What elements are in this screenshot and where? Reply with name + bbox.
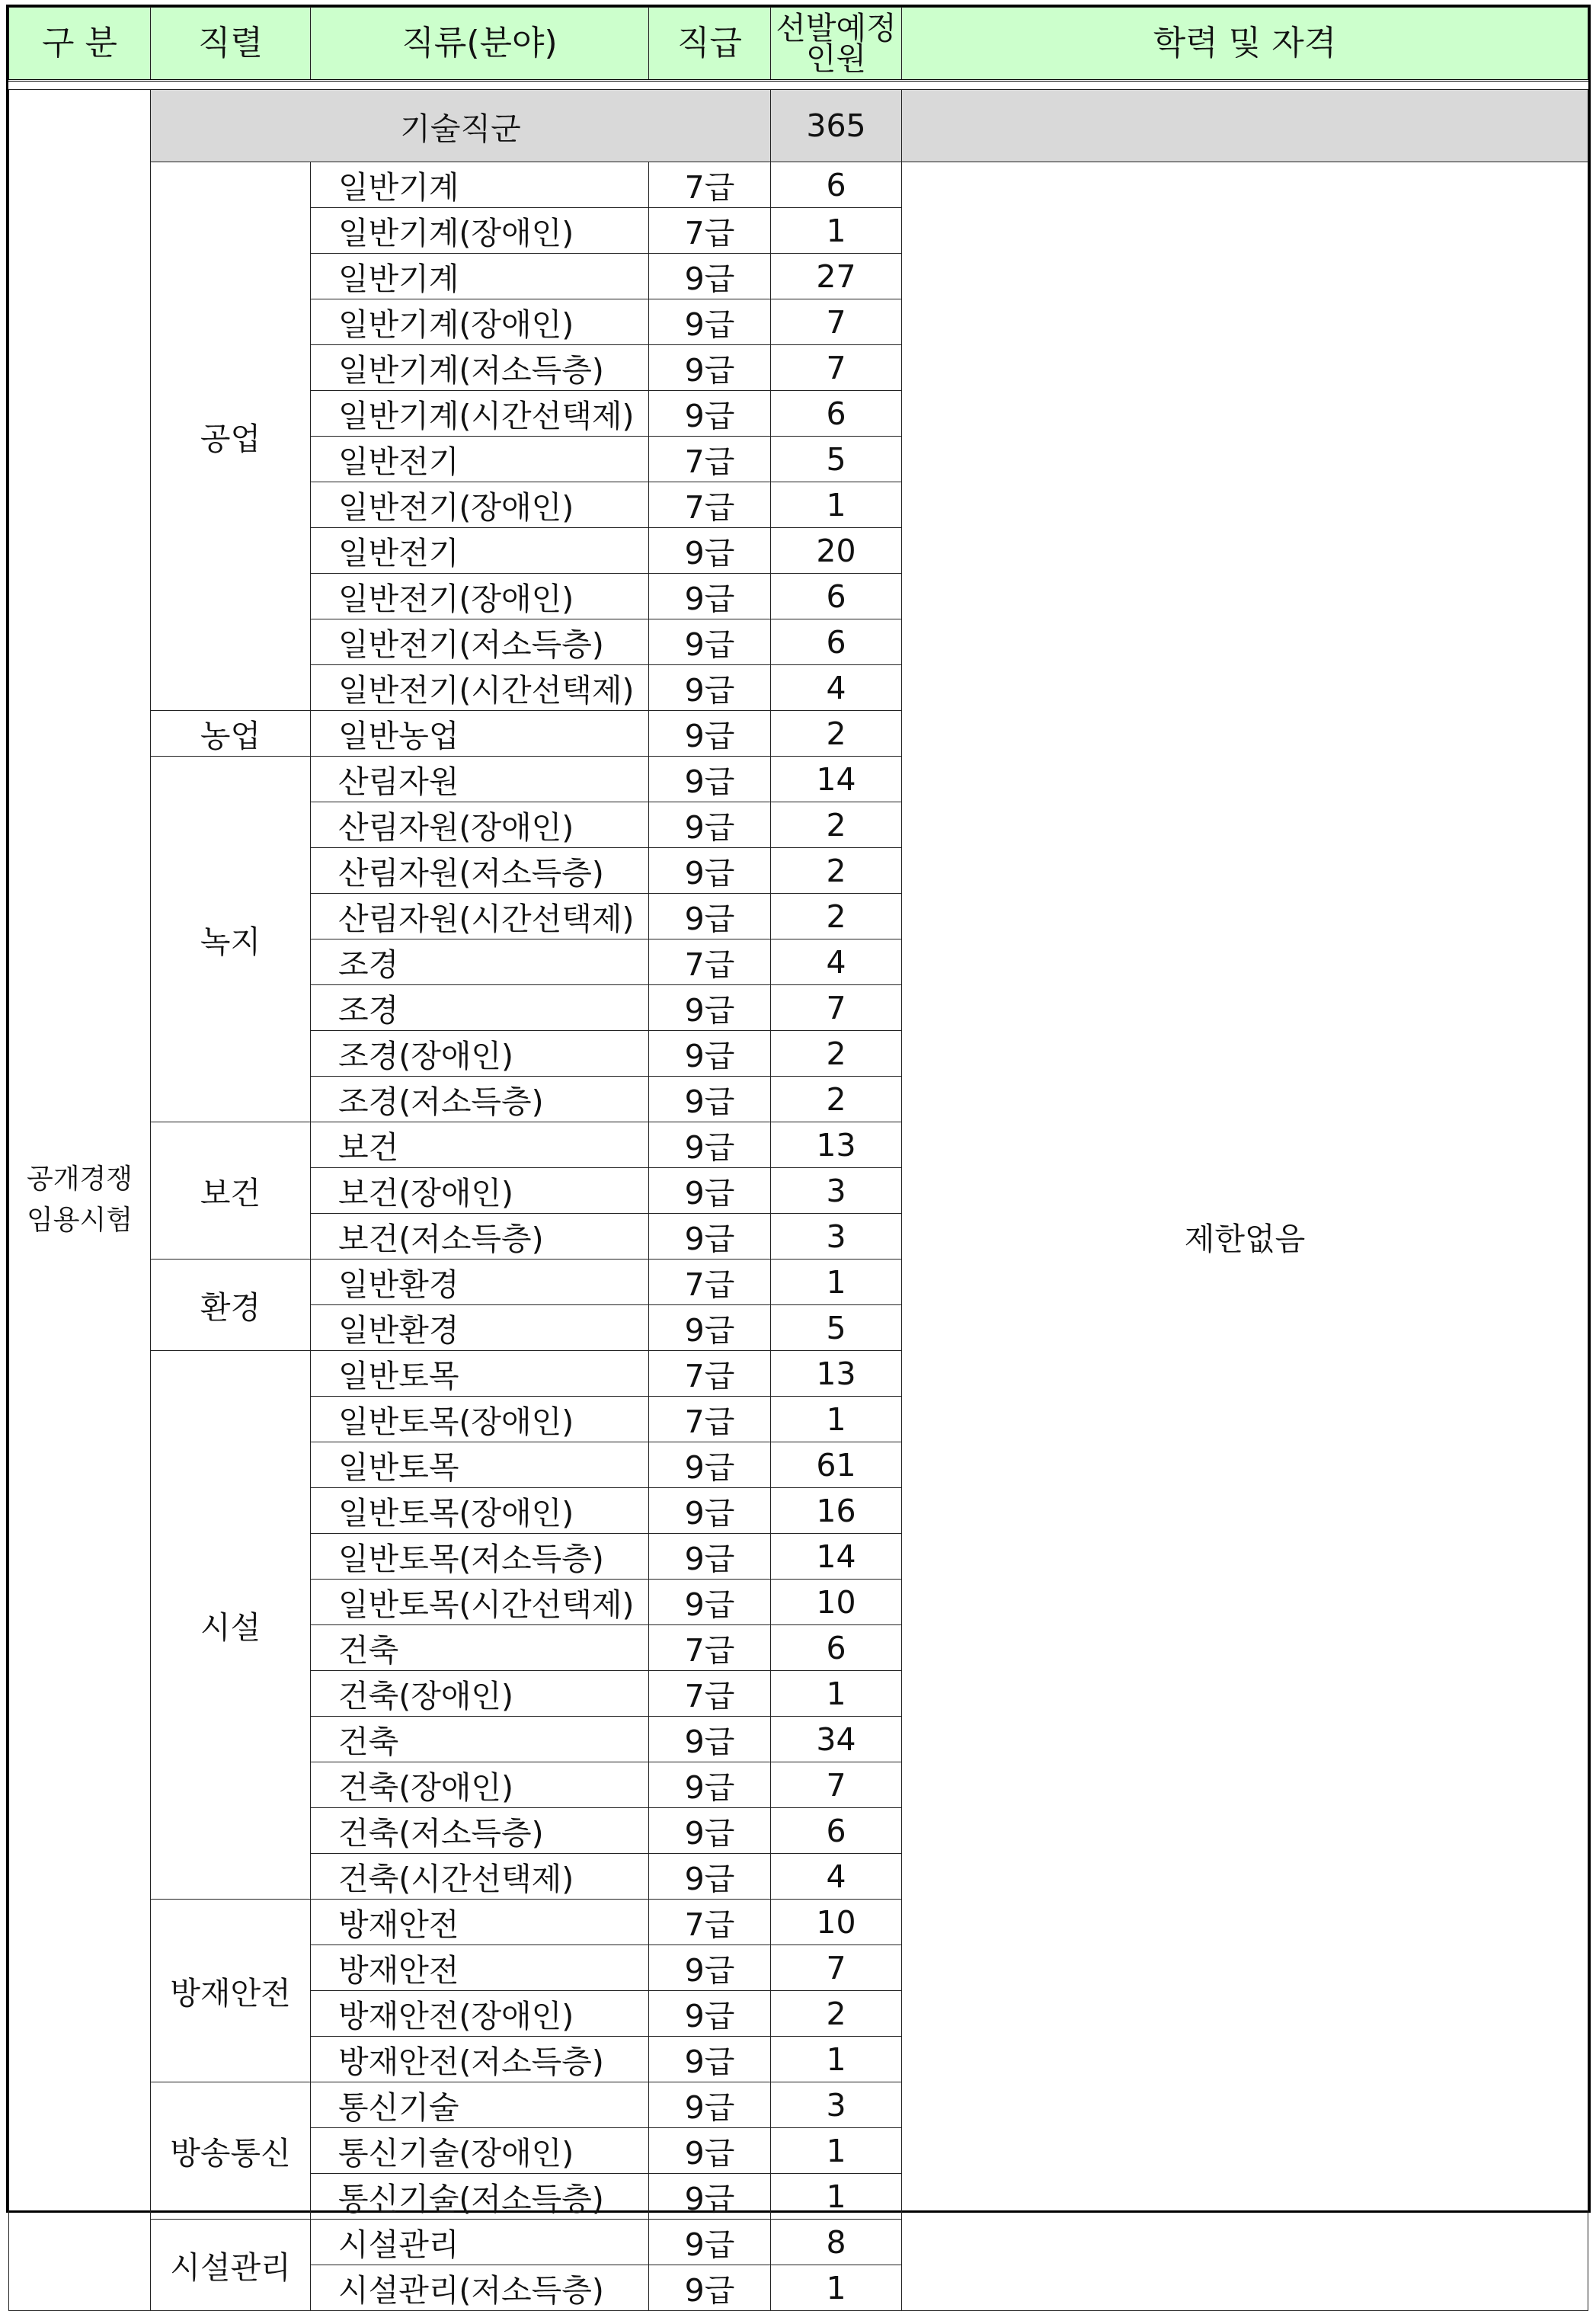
- field-cell: 일반기계(장애인): [311, 299, 649, 345]
- field-cell: 일반토목(저소득층): [311, 1534, 649, 1580]
- field-cell: 일반전기(저소득층): [311, 619, 649, 665]
- series-cell: 보건: [151, 1122, 311, 1260]
- grade-cell: 9급: [649, 985, 771, 1031]
- grade-cell: 7급: [649, 1625, 771, 1671]
- count-cell: 2: [771, 894, 902, 939]
- count-cell: 1: [771, 2174, 902, 2220]
- count-cell: 4: [771, 665, 902, 711]
- field-cell: 일반기계(시간선택제): [311, 391, 649, 437]
- field-cell: 일반농업: [311, 711, 649, 757]
- field-cell: 보건(저소득층): [311, 1214, 649, 1260]
- field-cell: 조경: [311, 985, 649, 1031]
- grade-cell: 9급: [649, 2037, 771, 2082]
- grade-cell: 7급: [649, 482, 771, 528]
- recruitment-table-sheet: [6, 5, 1591, 2309]
- field-cell: 방재안전(장애인): [311, 1991, 649, 2037]
- series-cell: 시설관리: [151, 2220, 311, 2311]
- count-cell: 6: [771, 162, 902, 208]
- field-cell: 방재안전(저소득층): [311, 2037, 649, 2082]
- field-cell: 통신기술(저소득층): [311, 2174, 649, 2220]
- grade-cell: 7급: [649, 1260, 771, 1305]
- series-cell: 방송통신: [151, 2082, 311, 2220]
- field-cell: 통신기술: [311, 2082, 649, 2128]
- count-cell: 2: [771, 1077, 902, 1122]
- field-cell: 일반환경: [311, 1260, 649, 1305]
- grade-cell: 9급: [649, 1808, 771, 1854]
- grade-cell: 9급: [649, 1122, 771, 1168]
- count-cell: 6: [771, 391, 902, 437]
- grade-cell: 9급: [649, 2128, 771, 2174]
- header-qualification: 학력 및 자격: [902, 8, 1588, 81]
- grade-cell: 9급: [649, 619, 771, 665]
- grade-cell: 7급: [649, 1900, 771, 1945]
- field-cell: 일반전기: [311, 528, 649, 574]
- grade-cell: 9급: [649, 1077, 771, 1122]
- field-cell: 건축(장애인): [311, 1671, 649, 1717]
- grade-cell: 9급: [649, 2265, 771, 2311]
- grade-cell: 9급: [649, 2082, 771, 2128]
- count-cell: 13: [771, 1122, 902, 1168]
- count-cell: 7: [771, 1945, 902, 1991]
- count-cell: 5: [771, 1305, 902, 1351]
- grade-cell: 7급: [649, 939, 771, 985]
- header-separator: [9, 81, 1588, 90]
- field-cell: 일반전기(장애인): [311, 574, 649, 619]
- count-cell: 4: [771, 939, 902, 985]
- field-cell: 일반환경: [311, 1305, 649, 1351]
- grade-cell: 9급: [649, 1031, 771, 1077]
- field-cell: 일반토목: [311, 1442, 649, 1488]
- count-cell: 6: [771, 1625, 902, 1671]
- count-cell: 3: [771, 1214, 902, 1260]
- series-cell: 시설: [151, 1351, 311, 1900]
- field-cell: 방재안전: [311, 1945, 649, 1991]
- grade-cell: 7급: [649, 1351, 771, 1397]
- subtotal-qualification-blank: [902, 90, 1588, 162]
- field-cell: 보건(장애인): [311, 1168, 649, 1214]
- grade-cell: 9급: [649, 345, 771, 391]
- count-cell: 1: [771, 2265, 902, 2311]
- header-planned-count: 선발예정 인원: [771, 8, 902, 81]
- count-cell: 13: [771, 1351, 902, 1397]
- header-field: 직류(분야): [311, 8, 649, 81]
- count-cell: 6: [771, 619, 902, 665]
- grade-cell: 9급: [649, 1762, 771, 1808]
- field-cell: 방재안전: [311, 1900, 649, 1945]
- field-cell: 일반전기: [311, 437, 649, 482]
- field-cell: 일반기계: [311, 254, 649, 299]
- field-cell: 일반기계(저소득층): [311, 345, 649, 391]
- grade-cell: 7급: [649, 208, 771, 254]
- field-cell: 일반토목: [311, 1351, 649, 1397]
- grade-cell: 9급: [649, 1442, 771, 1488]
- field-cell: 건축(저소득층): [311, 1808, 649, 1854]
- grade-cell: 9급: [649, 802, 771, 848]
- field-cell: 건축: [311, 1717, 649, 1762]
- field-cell: 건축: [311, 1625, 649, 1671]
- count-cell: 3: [771, 2082, 902, 2128]
- count-cell: 5: [771, 437, 902, 482]
- count-cell: 1: [771, 1671, 902, 1717]
- category-label-line: 임용시험: [26, 1205, 133, 1236]
- grade-cell: 9급: [649, 1991, 771, 2037]
- count-cell: 4: [771, 1854, 902, 1900]
- count-cell: 1: [771, 208, 902, 254]
- field-cell: 조경: [311, 939, 649, 985]
- grade-cell: 9급: [649, 574, 771, 619]
- field-cell: 일반토목(시간선택제): [311, 1580, 649, 1625]
- field-cell: 시설관리: [311, 2220, 649, 2265]
- subtotal-row: [9, 90, 1588, 162]
- header-row: [9, 8, 1588, 81]
- grade-cell: 9급: [649, 1717, 771, 1762]
- count-cell: 7: [771, 345, 902, 391]
- count-cell: 34: [771, 1717, 902, 1762]
- count-cell: 2: [771, 1031, 902, 1077]
- field-cell: 일반전기(장애인): [311, 482, 649, 528]
- field-cell: 일반토목(장애인): [311, 1488, 649, 1534]
- grade-cell: 9급: [649, 254, 771, 299]
- grade-cell: 9급: [649, 1488, 771, 1534]
- count-cell: 2: [771, 848, 902, 894]
- grade-cell: 7급: [649, 1671, 771, 1717]
- table-row: [9, 162, 1588, 208]
- count-cell: 10: [771, 1580, 902, 1625]
- field-cell: 일반기계(장애인): [311, 208, 649, 254]
- field-cell: 건축(시간선택제): [311, 1854, 649, 1900]
- header-category: 구 분: [9, 8, 151, 81]
- field-cell: 산림자원(저소득층): [311, 848, 649, 894]
- series-cell: 환경: [151, 1260, 311, 1351]
- count-cell: 8: [771, 2220, 902, 2265]
- count-cell: 2: [771, 1991, 902, 2037]
- count-cell: 61: [771, 1442, 902, 1488]
- field-cell: 조경(장애인): [311, 1031, 649, 1077]
- count-cell: 2: [771, 711, 902, 757]
- series-cell: 방재안전: [151, 1900, 311, 2082]
- field-cell: 일반전기(시간선택제): [311, 665, 649, 711]
- table-body: [9, 81, 1588, 2311]
- count-cell: 14: [771, 757, 902, 802]
- category-label-line: 공개경쟁: [26, 1164, 133, 1195]
- field-cell: 조경(저소득층): [311, 1077, 649, 1122]
- count-cell: 2: [771, 802, 902, 848]
- field-cell: 일반기계: [311, 162, 649, 208]
- count-cell: 7: [771, 1762, 902, 1808]
- count-cell: 6: [771, 574, 902, 619]
- grade-cell: 9급: [649, 711, 771, 757]
- count-cell: 1: [771, 2128, 902, 2174]
- subtotal-label: 기술직군: [151, 90, 771, 162]
- category-cell: [9, 90, 151, 2311]
- header-series: 직렬: [151, 8, 311, 81]
- grade-cell: 9급: [649, 757, 771, 802]
- field-cell: 통신기술(장애인): [311, 2128, 649, 2174]
- grade-cell: 9급: [649, 528, 771, 574]
- grade-cell: 9급: [649, 2174, 771, 2220]
- grade-cell: 9급: [649, 1534, 771, 1580]
- series-cell: 농업: [151, 711, 311, 757]
- count-cell: 14: [771, 1534, 902, 1580]
- subtotal-value: 365: [771, 90, 902, 162]
- grade-cell: 9급: [649, 391, 771, 437]
- field-cell: 산림자원(시간선택제): [311, 894, 649, 939]
- series-cell: 녹지: [151, 757, 311, 1122]
- header-grade: 직급: [649, 8, 771, 81]
- field-cell: 보건: [311, 1122, 649, 1168]
- count-cell: 1: [771, 2037, 902, 2082]
- count-cell: 1: [771, 1260, 902, 1305]
- grade-cell: 9급: [649, 1580, 771, 1625]
- field-cell: 산림자원: [311, 757, 649, 802]
- grade-cell: 9급: [649, 1305, 771, 1351]
- count-cell: 1: [771, 482, 902, 528]
- grade-cell: 7급: [649, 437, 771, 482]
- grade-cell: 9급: [649, 1214, 771, 1260]
- recruitment-table: [8, 7, 1588, 2311]
- field-cell: 일반토목(장애인): [311, 1397, 649, 1442]
- grade-cell: 9급: [649, 1854, 771, 1900]
- grade-cell: 9급: [649, 848, 771, 894]
- grade-cell: 9급: [649, 2220, 771, 2265]
- qualification-cell: 제한없음: [902, 162, 1588, 2311]
- count-cell: 10: [771, 1900, 902, 1945]
- count-cell: 7: [771, 299, 902, 345]
- grade-cell: 7급: [649, 1397, 771, 1442]
- field-cell: 산림자원(장애인): [311, 802, 649, 848]
- count-cell: 27: [771, 254, 902, 299]
- count-cell: 6: [771, 1808, 902, 1854]
- field-cell: 건축(장애인): [311, 1762, 649, 1808]
- grade-cell: 9급: [649, 665, 771, 711]
- grade-cell: 9급: [649, 1945, 771, 1991]
- grade-cell: 7급: [649, 162, 771, 208]
- grade-cell: 9급: [649, 1168, 771, 1214]
- count-cell: 1: [771, 1397, 902, 1442]
- count-cell: 16: [771, 1488, 902, 1534]
- grade-cell: 9급: [649, 894, 771, 939]
- grade-cell: 9급: [649, 299, 771, 345]
- count-cell: 3: [771, 1168, 902, 1214]
- field-cell: 시설관리(저소득층): [311, 2265, 649, 2311]
- series-cell: 공업: [151, 162, 311, 711]
- count-cell: 20: [771, 528, 902, 574]
- count-cell: 7: [771, 985, 902, 1031]
